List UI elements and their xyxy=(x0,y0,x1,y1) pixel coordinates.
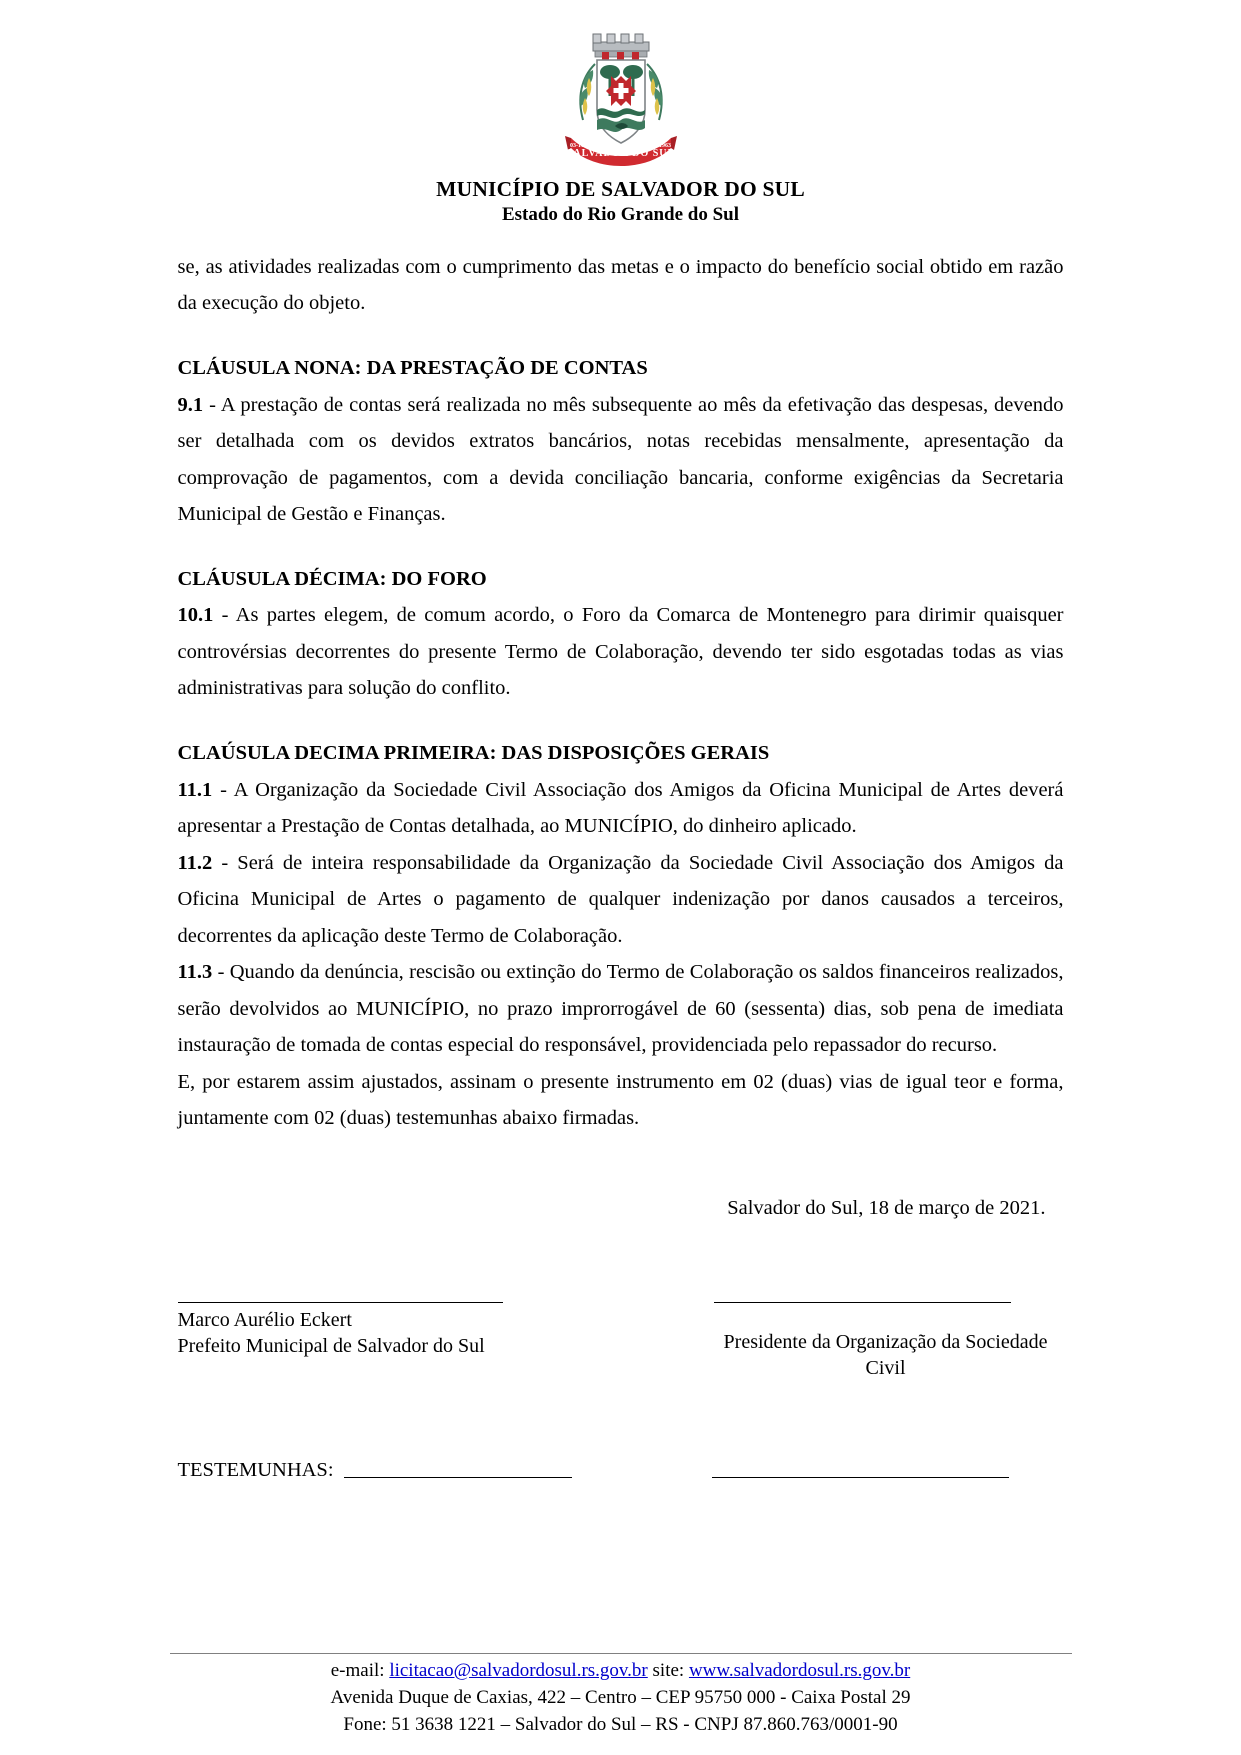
svg-text:03-10: 03-10 xyxy=(569,143,584,149)
state-subtitle: Estado do Rio Grande do Sul xyxy=(501,204,740,226)
clause-10-1-number: 10.1 xyxy=(177,604,214,627)
coat-of-arms-icon xyxy=(555,28,687,166)
document-footer xyxy=(0,1653,1241,1739)
footer-address-line: Avenida Duque de Caxias, 422 – Centro – CEP 95750 000 - Caixa Postal 29 xyxy=(330,1687,911,1709)
witness-line-2 xyxy=(712,1477,1009,1478)
footer-phone-line: Fone: 51 3638 1221 – Salvador do Sul – RS - CNPJ 87.860.763/0001-90 xyxy=(343,1714,898,1736)
footer-email-label: e-mail: xyxy=(330,1660,390,1682)
clause-11-3-paragraph xyxy=(178,954,1064,1063)
closing-paragraph: E, por estarem assim ajustados, assinam o presente instrumento em 02 (duas) vias de igual teor e forma, juntamente com 02 (duas) testemunhas abaixo firmadas. xyxy=(177,1070,1064,1130)
signatory-right-role: Presidente da Organização da Sociedade Civil xyxy=(723,1330,1048,1379)
witnesses-block xyxy=(178,1459,1064,1482)
clause-9-1-paragraph xyxy=(178,387,1064,533)
clause-nine-heading: CLÁUSULA NONA: DA PRESTAÇÃO DE CONTAS xyxy=(177,356,648,379)
footer-contact-line xyxy=(0,1658,1241,1685)
footer-email-link[interactable]: licitacao@salvadordosul.rs.gov.br xyxy=(389,1660,648,1682)
spacer xyxy=(178,322,1064,352)
date-line: Salvador do Sul, 18 de março de 2021. xyxy=(727,1196,1046,1219)
document-body xyxy=(178,227,1064,1482)
signature-left-column xyxy=(178,1302,518,1382)
clause-9-1-number: 9.1 xyxy=(177,393,204,416)
clause-10-1-text: - As partes elegem, de comum acordo, o Foro da Comarca de Montenegro para dirimir quaisquer controvérsias decorrentes do presente Termo de Colaboração, devendo ter sido esgotadas todas as vias administrativas para solução do conflito. xyxy=(177,604,1064,700)
document-header xyxy=(0,0,1241,227)
footer-divider xyxy=(170,1653,1072,1654)
spacer xyxy=(178,533,1064,563)
spacer xyxy=(178,707,1064,737)
spacer xyxy=(518,1302,708,1382)
svg-text:SALVADOR DO SUL: SALVADOR DO SUL xyxy=(566,148,675,159)
svg-text:1963: 1963 xyxy=(658,143,671,149)
clause-11-1-paragraph xyxy=(178,772,1064,845)
signatory-left-role: Prefeito Municipal de Salvador do Sul xyxy=(177,1334,485,1357)
municipality-title: MUNICÍPIO DE SALVADOR DO SUL xyxy=(436,177,805,201)
signature-rules-row xyxy=(178,1302,1064,1382)
clause-11-3-number: 11.3 xyxy=(177,961,213,984)
clause-10-1-paragraph xyxy=(178,597,1064,706)
witnesses-label: TESTEMUNHAS: xyxy=(177,1459,334,1482)
footer-site-link[interactable]: www.salvadordosul.rs.gov.br xyxy=(688,1660,911,1682)
clause-11-2-text: - Será de inteira responsabilidade da Organização da Sociedade Civil Associação dos Amigos da Oficina Municipal de Artes o pagamento de qualquer indenização por danos causados a terceiros, decorrentes da aplicação deste Termo de Colaboração. xyxy=(177,851,1064,947)
signature-block xyxy=(178,1302,1064,1382)
signature-line-left xyxy=(178,1302,503,1303)
signature-right-column xyxy=(708,1302,1064,1382)
clause-11-1-number: 11.1 xyxy=(177,778,213,801)
signatory-left-name: Marco Aurélio Eckert xyxy=(177,1308,352,1331)
clause-11-3-text: - Quando da denúncia, rescisão ou extinção do Termo de Colaboração os saldos financeiros realizados, serão devolvidos ao MUNICÍPIO, no prazo improrrogável de 60 (sessenta) dias, sob pena de imediata instauração de tomada de contas especial do responsável, providenciada pelo repassador do recurso. xyxy=(177,961,1064,1057)
clause-eleven-heading: CLAÚSULA DECIMA PRIMEIRA: DAS DISPOSIÇÕES GERAIS xyxy=(177,741,770,764)
footer-site-label: site: xyxy=(647,1660,689,1682)
signature-line-right xyxy=(714,1302,1011,1303)
clause-11-2-number: 11.2 xyxy=(177,851,213,874)
witness-line-1 xyxy=(344,1477,572,1478)
intro-continuation-paragraph: se, as atividades realizadas com o cumprimento das metas e o impacto do benefício social obtido em razão da execução do objeto. xyxy=(177,255,1064,315)
clause-9-1-text: - A prestação de contas será realizada no mês subsequente ao mês da efetivação das despesas, devendo ser detalhada com os devidos extratos bancários, notas recebidas mensalmente, apresentação da comprovação de pagamentos, com a devida conciliação bancaria, conforme exigências da Secretaria Municipal de Gestão e Finanças. xyxy=(177,393,1064,526)
clause-ten-heading: CLÁUSULA DÉCIMA: DO FORO xyxy=(177,567,487,590)
clause-11-1-text: - A Organização da Sociedade Civil Associação dos Amigos da Oficina Municipal de Artes deverá apresentar a Prestação de Contas detalhada, ao MUNICÍPIO, do dinheiro aplicado. xyxy=(177,778,1064,838)
clause-11-2-paragraph xyxy=(178,845,1064,954)
